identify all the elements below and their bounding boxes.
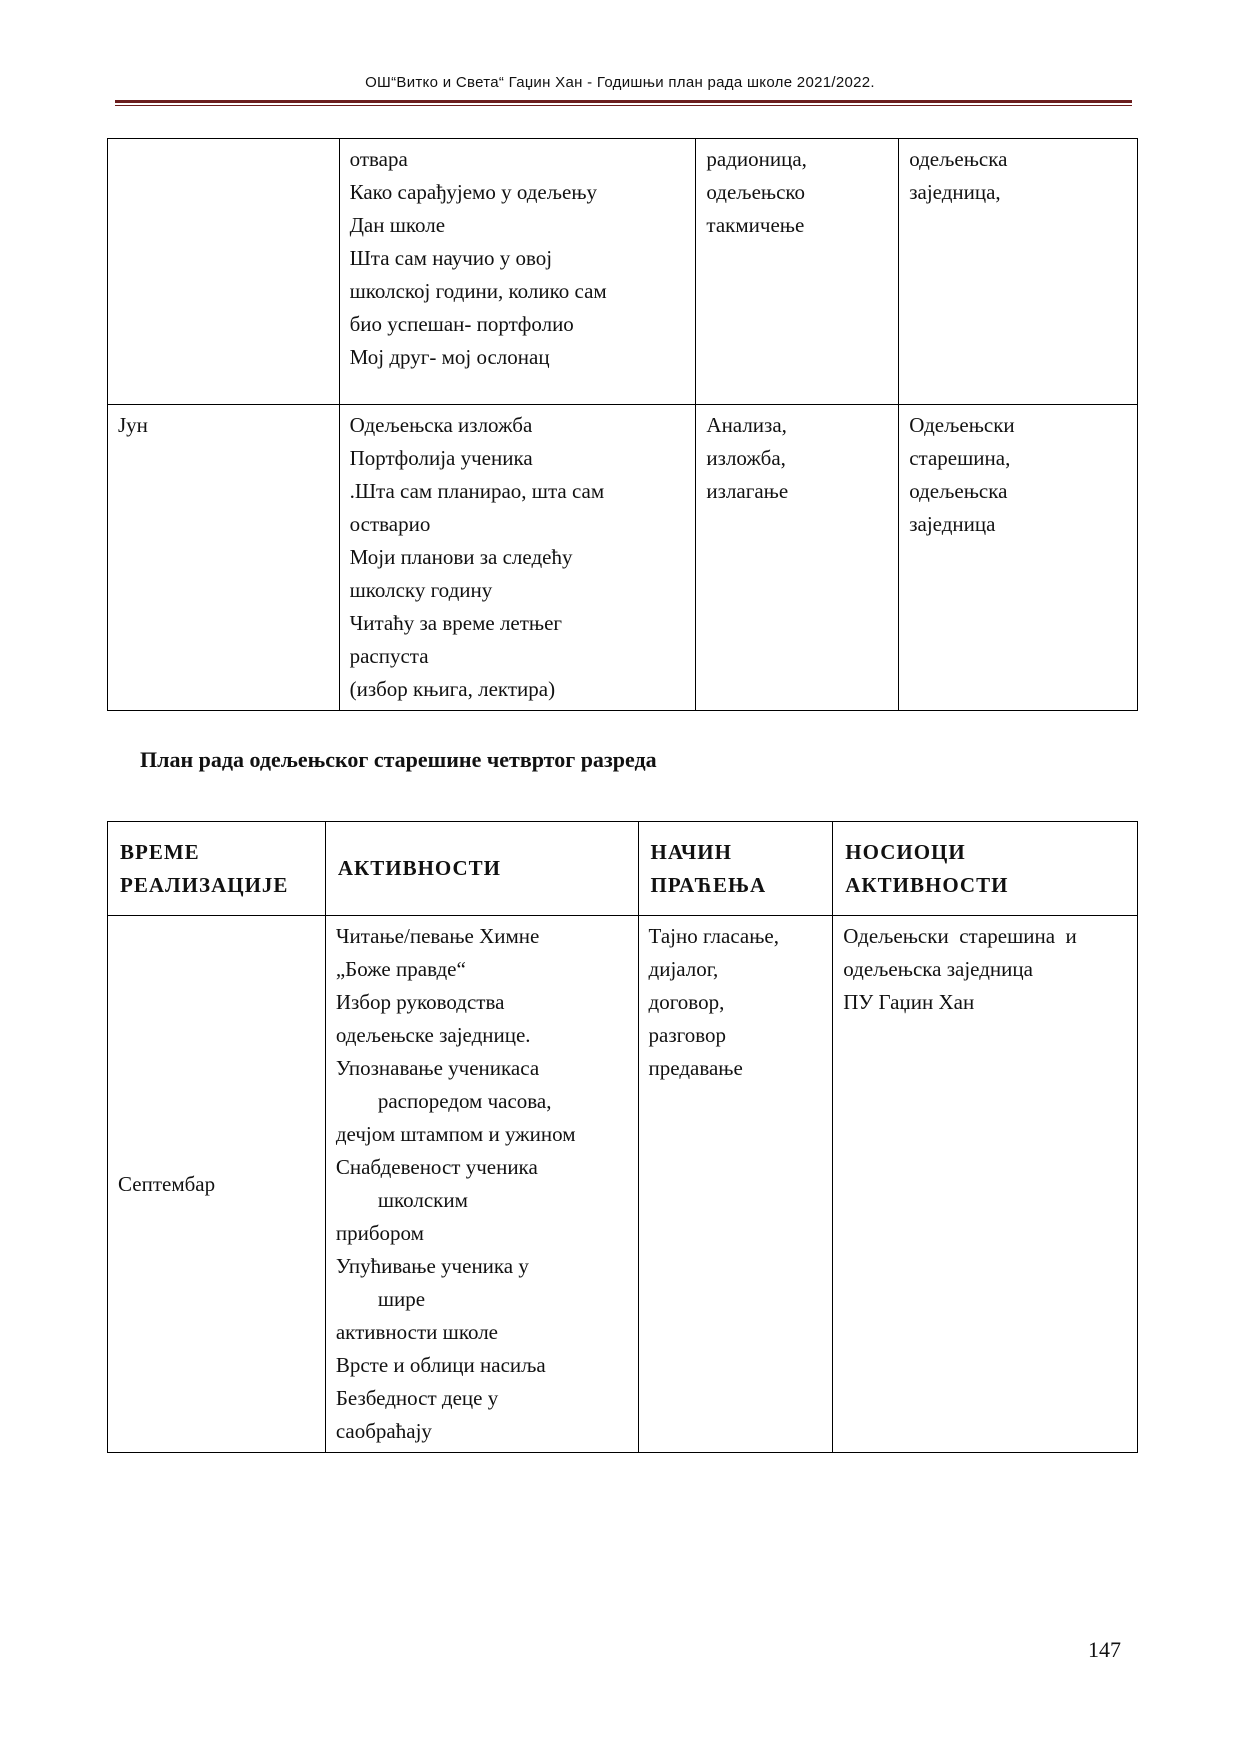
table-row [108,139,1138,405]
table-row [108,405,1138,711]
activities-cell: Читање/певање Химне „Боже правде“ Избор руководства одељењске заједнице. Упознавање ученикаса распоредом часова, дечјом штампом и ужином Снабдевеност ученика школским прибором Упућивање ученика у шире активности школе Врсте и облици насиља Безбедност деце у саобраћају [325,916,638,1453]
section-title: План рада одељењског старешине четвртог разреда [140,747,657,772]
carriers-cell: Одељењски старешина, одељењска заједница [899,405,1138,711]
page-number: 147 [1088,1637,1121,1662]
method-cell: радионица, одељењско такмичење [696,139,899,405]
header-carriers: НОСИОЦИ АКТИВНОСТИ [833,822,1138,916]
table-header-row [108,822,1138,916]
page-header: ОШ“Витко и Света“ Гаџин Хан - Годишњи план рада школе 2021/2022. [365,74,875,91]
activities-cell: отвара Како сарађујемо у одељењу Дан школе Шта сам научио у овој школској години, колико сам био успешан- портфолио Мој друг- мој ослонац [339,139,696,405]
table-row [108,916,1138,1453]
month-cell: Јун [108,405,340,711]
method-cell: Тајно гласање, дијалог, договор, разговор предавање [638,916,833,1453]
month-cell [108,139,340,405]
header-method: НАЧИН ПРАЋЕЊА [638,822,833,916]
activities-cell: Одељењска изложба Портфолија ученика .Шта сам планирао, шта сам остварио Моји планови за следећу школску годину Читаћу за време летњег распуста (избор књига, лектира) [339,405,696,711]
header-time: ВРЕМЕ РЕАЛИЗАЦИЈЕ [108,822,326,916]
method-cell: Анализа, изложба, излагање [696,405,899,711]
header-activities: АКТИВНОСТИ [325,822,638,916]
plan-table [107,821,1138,1453]
month-cell: Септембар [108,916,326,1453]
table-continued [107,138,1138,711]
carriers-cell: одељењска заједница, [899,139,1138,405]
header-rule [115,100,1132,106]
carriers-cell: Одељењски старешина и одељењска заједница ПУ Гаџин Хан [833,916,1138,1453]
